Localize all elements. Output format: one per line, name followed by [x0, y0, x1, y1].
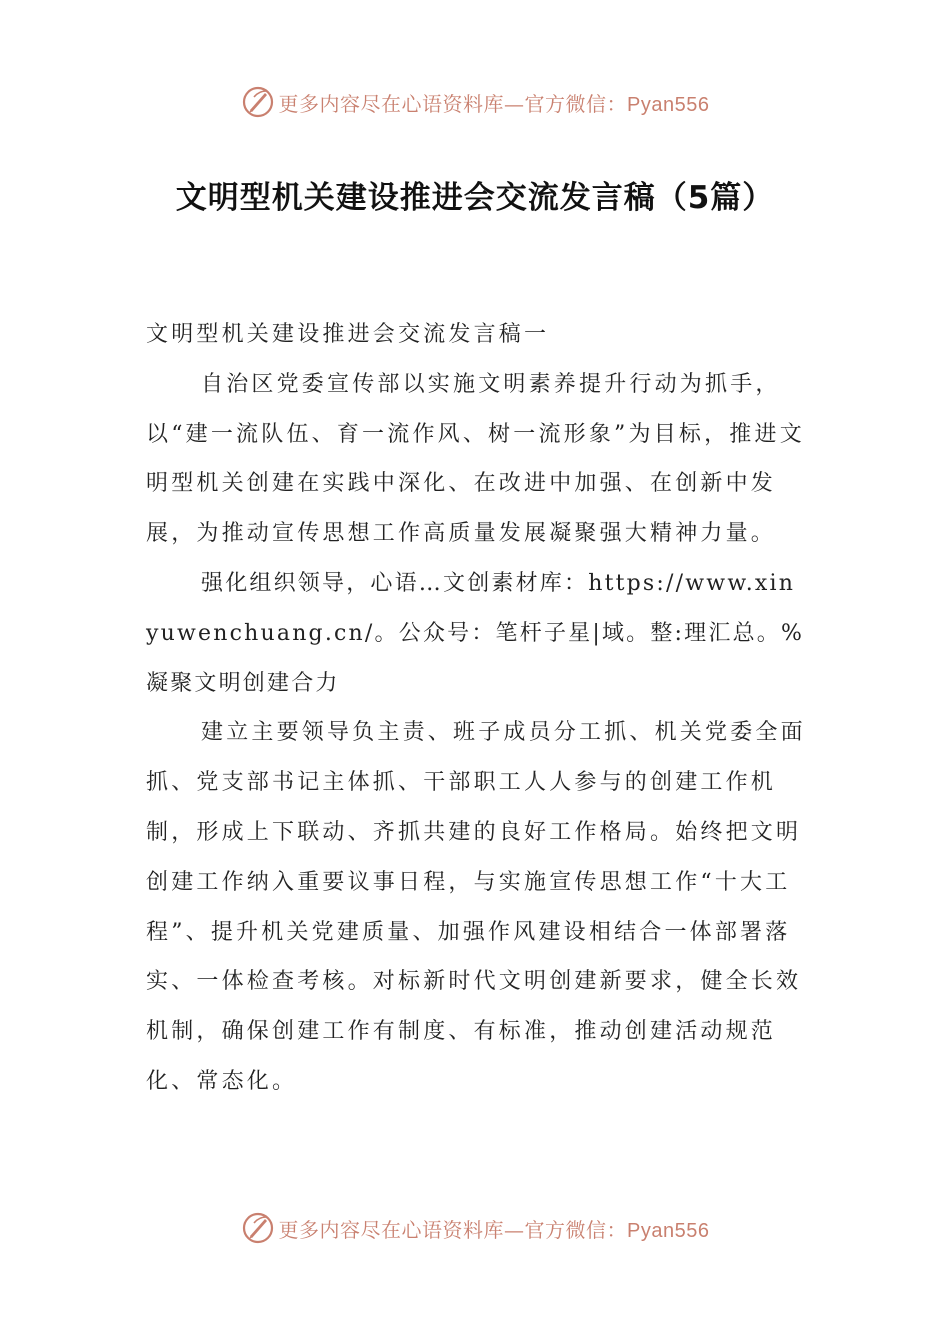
section-heading: 文明型机关建设推进会交流发言稿一 — [146, 322, 550, 347]
body-paragraph-3: 建立主要领导负主责、班子成员分工抓、机关党委全面抓、党支部书记主体抓、干部职工人人参与的创建工作机制，形成上下联动、齐抓共建的良好工作格局。始终把文明创建工作纳入重要议事日程，与实施宣传思想工作“十大工程”、提升机关党建质量、加强作风建设相结合一体部署落实、一体检查考核。对标新时代文明创建新要求，健全长效机制，确保创建工作有制度、有标准，推动创建活动规范化、常态化。 — [146, 720, 806, 1094]
body-paragraph-2: 强化组织领导，心语…文创素材库：https://www.xinyuwenchuang.cn/。公众号：笔杆子星|域。整:理汇总。%凝聚文明创建合力 — [146, 570, 805, 696]
banner-main-text: 更多内容尽在心语资料库—官方微信： — [278, 1217, 628, 1242]
banner-text — [279, 1214, 710, 1243]
banner-text — [279, 88, 710, 117]
quill-pen-logo-icon — [241, 1211, 275, 1245]
banner-wechat-id: Pyan556 — [627, 1219, 710, 1242]
footer-banner — [0, 1208, 950, 1248]
banner-main-text: 更多内容尽在心语资料库—官方微信： — [278, 91, 628, 116]
header-banner — [0, 82, 950, 122]
document-title: 文明型机关建设推进会交流发言稿（5篇） — [175, 180, 775, 216]
banner-wechat-id: Pyan556 — [627, 93, 710, 116]
document-body — [146, 310, 806, 1107]
body-paragraph-1: 自治区党委宣传部以实施文明素养提升行动为抓手，以“建一流队伍、育一流作风、树一流形象”为目标，推进文明型机关创建在实践中深化、在改进中加强、在创新中发展，为推动宣传思想工作高质量发展凝聚强大精神力量。 — [146, 371, 805, 547]
quill-pen-logo-icon — [241, 85, 275, 119]
